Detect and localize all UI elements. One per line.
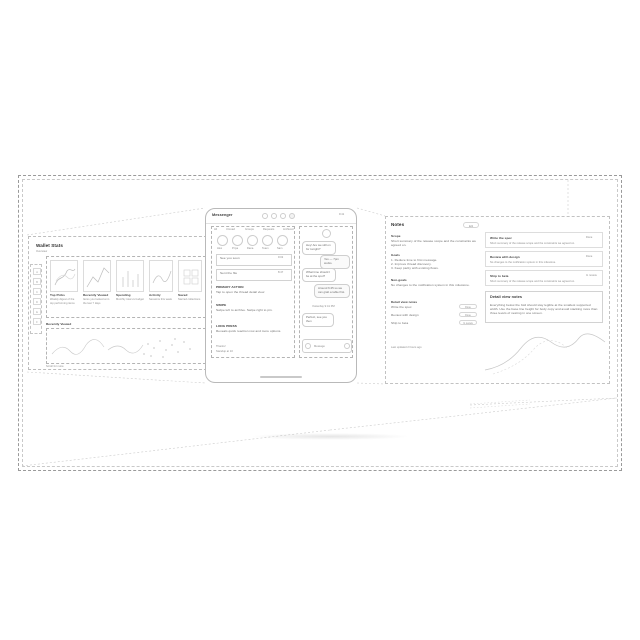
filter-unread[interactable]: Unread [226, 228, 235, 231]
thread-row-4-preview: Standup at 10 [216, 350, 233, 353]
doc-row-1[interactable] [485, 232, 603, 248]
left-panel-rail[interactable] [30, 264, 42, 334]
status-time: 9:41 [339, 213, 345, 216]
doc-row-1-state: Done [586, 236, 593, 239]
doc-detail-heading: Detail view notes [490, 295, 523, 299]
thread-row-3-preview: Thanks! [216, 345, 226, 348]
doc-section-3-body: No changes to the notification system in this milestone. [391, 283, 470, 287]
composer-placeholder: Message [314, 345, 325, 348]
checklist-item-3[interactable]: Ship to beta [391, 321, 409, 325]
camera-icon[interactable] [305, 343, 311, 349]
thread-name-3: Dana [247, 247, 254, 250]
video-icon[interactable] [262, 213, 268, 219]
doc-row-3-state: In review [586, 274, 597, 277]
app-title: Messenger [212, 213, 233, 217]
conversation-avatar [322, 229, 331, 238]
scatter-plot [48, 330, 204, 362]
mini-card-4[interactable] [149, 260, 173, 292]
thread-avatar-4[interactable] [262, 235, 273, 246]
note-2-text: Swipe left to archive. Swipe right to pin. [216, 308, 273, 312]
left-panel-footer-title: Recently Viewed [46, 322, 72, 326]
thread-avatar-5[interactable] [277, 235, 288, 246]
rail-item-e[interactable]: E [33, 308, 41, 315]
mini-card-4-caption: Sessions this week [149, 298, 172, 301]
doc-section-1-heading: Scope [391, 234, 401, 238]
thread-row-1-time: 9:02 [278, 256, 284, 259]
thread-row-2-preview: Sent the file [220, 271, 238, 275]
document-panel[interactable] [385, 216, 610, 384]
thread-avatar-2[interactable] [232, 235, 243, 246]
mini-card-3-caption: Monthly total vs budget [116, 298, 144, 301]
thread-avatar-3[interactable] [247, 235, 258, 246]
filter-groups[interactable]: Groups [245, 228, 254, 231]
doc-section-2-body: 1. Reduce time to first message. 2. Improve thread discovery. 3. Keep parity with existing flows. [391, 258, 439, 271]
thread-name-4: Team [262, 247, 269, 250]
note-1-text: Tap to open the thread detail view [216, 290, 265, 294]
trend-icon [84, 261, 112, 293]
conversation-pane[interactable] [299, 226, 353, 358]
doc-row-2-state: Done [586, 255, 593, 258]
checklist-state-1: Done [459, 304, 477, 309]
doc-row-2-title: Review with design [490, 255, 520, 259]
mini-card-2[interactable] [83, 260, 111, 292]
doc-row-2[interactable] [485, 251, 603, 267]
checklist-state-3: In review [459, 320, 477, 325]
doc-detail-panel [485, 291, 603, 323]
thread-name-5: Sam [277, 247, 283, 250]
grid-icon [179, 261, 203, 293]
mini-card-1[interactable] [50, 260, 78, 292]
thread-name-2: Priya [232, 247, 239, 250]
doc-row-3-body: Short summary of the release scope and the constraints we agreed on. [490, 280, 575, 283]
left-panel-subtitle: Overview [36, 250, 48, 253]
info-icon[interactable] [280, 213, 286, 219]
left-panel-title: Wallet Stats [36, 243, 63, 248]
phone-mockup[interactable] [205, 208, 357, 383]
document-title: Notes [391, 222, 405, 227]
filter-archived[interactable]: Archived [283, 228, 294, 231]
note-3-label: LONG PRESS [216, 324, 237, 328]
checklist-item-1[interactable]: Write the spec [391, 305, 412, 309]
thread-avatar-1[interactable] [217, 235, 228, 246]
thread-name-1: Alex [217, 247, 223, 250]
mini-card-2-title: Recently Viewed [83, 293, 109, 297]
send-icon[interactable] [344, 343, 350, 349]
checklist-state-2: Done [459, 312, 477, 317]
mini-card-5[interactable] [178, 260, 202, 292]
left-panel-footer-caption: Scroll for more [46, 365, 64, 368]
doc-row-1-body: Short summary of the release scope and the constraints we agreed on. [490, 242, 575, 245]
mini-card-5-title: Saved [178, 293, 188, 297]
phone-icon[interactable] [271, 213, 277, 219]
rail-item-d[interactable]: D [33, 298, 41, 305]
doc-row-1-title: Write the spec [490, 236, 512, 240]
message-bubble-me-2[interactable]: Around 6:45 so we can grab a table first. [314, 284, 350, 298]
avatar[interactable] [289, 213, 295, 219]
rail-item-c[interactable]: C [33, 288, 41, 295]
note-1-label: PRIMARY ACTION [216, 285, 244, 289]
filter-all[interactable]: All [214, 228, 218, 231]
mini-card-3-title: Spending [116, 293, 131, 297]
mini-card-2-caption: Items you looked at in the last 7 days [83, 298, 111, 305]
doc-sketch-curve [483, 326, 607, 378]
filter-requests[interactable]: Requests [263, 228, 275, 231]
doc-row-3-title: Ship to beta [490, 274, 509, 278]
rail-item-f[interactable]: F [33, 318, 41, 325]
note-3-text: Reveals quick reaction row and more options. [216, 329, 282, 333]
doc-detail-body: Everything below the fold should stay legible at the smallest supported width. Use the base line height for body copy and avoid stacking more than three levels of nesting in one screen. [490, 303, 599, 316]
thread-list[interactable] [211, 226, 295, 358]
chart-icon [51, 261, 79, 293]
message-bubble-me-1[interactable]: Yes — 7pm works. [320, 255, 350, 269]
doc-section-3-heading: Non-goals [391, 278, 407, 282]
mini-card-5-caption: Starred collections [178, 298, 201, 301]
thread-row-2-time: 8:47 [278, 271, 284, 274]
edit-button[interactable]: Edit [463, 222, 479, 228]
bars-icon [117, 261, 145, 293]
mini-card-1-caption: Weekly digest of the top performing items [50, 298, 76, 305]
doc-section-2-heading: Goals [391, 253, 400, 257]
doc-row-2-body: No changes to the notification system in this milestone. [490, 261, 557, 264]
doc-footnote: Last updated 2 hours ago [391, 346, 422, 349]
message-bubble-them-1[interactable]: Hey! Are we still on for tonight? [302, 241, 336, 255]
thread-row-1-preview: See you soon [220, 256, 240, 260]
home-indicator [260, 376, 302, 378]
message-bubble-them-2[interactable]: What time should I be at the spot? [302, 268, 336, 282]
date-divider: Yesterday 9:41 PM [312, 305, 335, 308]
doc-section-1-body: Short summary of the release scope and the constraints we agreed on. [391, 239, 477, 248]
rail-item-a[interactable]: A [33, 268, 41, 275]
mini-card-3[interactable] [116, 260, 144, 292]
doc-row-3[interactable] [485, 270, 603, 286]
checklist-item-2[interactable]: Review with design [391, 313, 419, 317]
mini-card-4-title: Activity [149, 293, 161, 297]
doc-checklist-heading: Detail view notes [391, 300, 418, 304]
message-bubble-them-3[interactable]: Perfect, see you then [302, 313, 334, 327]
drop-shadow [250, 433, 410, 440]
left-dashboard-panel[interactable] [28, 236, 212, 370]
rail-item-b[interactable]: B [33, 278, 41, 285]
line-icon [150, 261, 174, 293]
note-2-label: SWIPE [216, 303, 227, 307]
mini-card-1-title: Top Picks [50, 293, 65, 297]
